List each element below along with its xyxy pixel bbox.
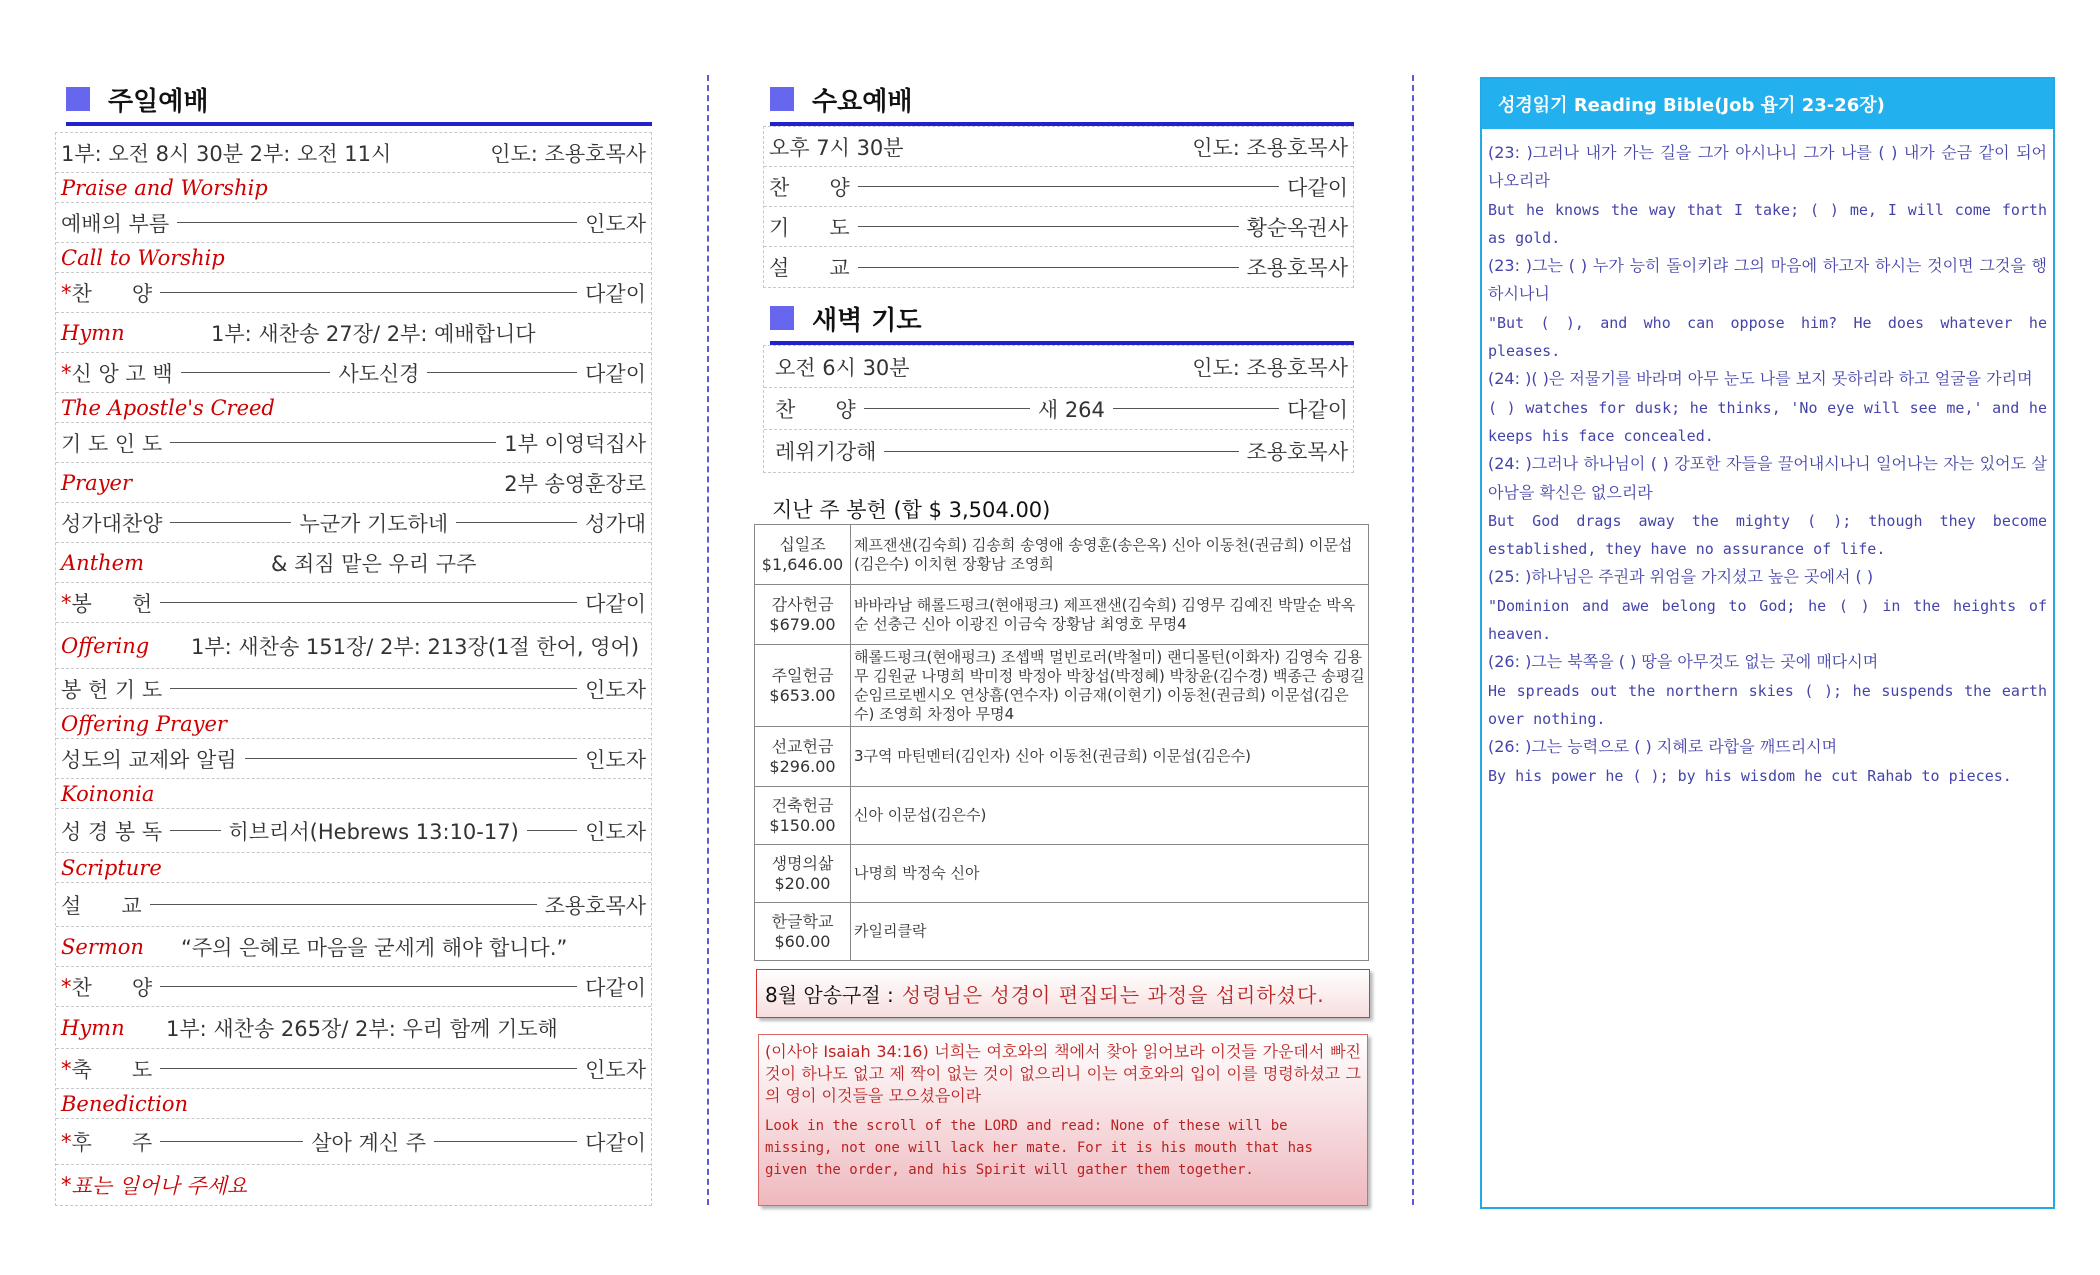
- wed-prayer-row: [764, 207, 1353, 247]
- offering-label: 봉 헌: [71, 591, 153, 616]
- prayer-en: Prayer: [61, 470, 133, 495]
- dawn-lecture-who: 조용호목사: [1246, 440, 1348, 464]
- offering-amount: $296.00: [769, 756, 836, 776]
- hymn-numbers: 1부: 새찬송 27장/ 2부: 예배합니다: [211, 321, 536, 346]
- call-row: [56, 203, 651, 243]
- table-row: [755, 845, 1369, 903]
- column-divider: [1412, 75, 1414, 1205]
- anthem-en-row: [56, 543, 651, 583]
- offering-en-row: [56, 623, 651, 669]
- bible-line-en: But God drags away the mighty ( ); though they become established, they have no assurance of life.: [1488, 511, 2047, 559]
- stand-mark: *: [61, 280, 72, 305]
- memory-verse-banner: [756, 969, 1370, 1018]
- offering-names: 나명희 박정숙 신아: [851, 845, 1369, 903]
- memory-text: 성령님은 성경이 편집되는 과정을 섭리하셨다.: [901, 983, 1325, 1007]
- prayer-who-1: 1부 이영덕집사: [504, 431, 646, 456]
- hymn2-who: 다같이: [585, 975, 646, 1000]
- prayer-row: [56, 423, 651, 463]
- bible-line-ko: (26: )그는 능력으로 ( ) 지혜로 라합을 깨뜨리시며: [1488, 737, 1838, 757]
- offering-type-label: 십일조: [779, 534, 826, 554]
- table-row: [755, 645, 1369, 727]
- bible-line-en: By his power he ( ); by his wisdom he cut Rahab to pieces.: [1488, 766, 2012, 785]
- bible-line-ko: (25: )하나님은 주권과 위엄을 가지셨고 높은 곳에서 ( ): [1488, 567, 1874, 587]
- offering-type-label: 주일헌금: [771, 665, 834, 685]
- hymn2-en: Hymn: [61, 1015, 125, 1040]
- scripture-passage: 히브리서(Hebrews 13:10-17): [228, 819, 519, 844]
- wed-sermon-row: [764, 247, 1353, 287]
- table-row: [755, 585, 1369, 645]
- benediction-label: 축 도: [71, 1057, 153, 1082]
- hymn-en-row: [56, 313, 651, 353]
- bible-line-ko: (24: )( )은 저물기를 바라며 아무 눈도 나를 보지 못하리라 하고 얼굴을 가리며: [1488, 369, 2033, 389]
- koinonia-label: 성도의 교제와 알림: [61, 747, 237, 772]
- stand-note-row: [56, 1165, 651, 1205]
- offering-type: [755, 525, 851, 585]
- postlude-who: 다같이: [585, 1130, 647, 1155]
- bible-reading-body: [1482, 129, 2053, 800]
- scripture-en: Scripture: [61, 855, 162, 880]
- scripture-row: [56, 809, 651, 853]
- sermon-en: Sermon: [61, 934, 144, 959]
- offering-type: [755, 645, 851, 727]
- hymn2-label: 찬 양: [71, 975, 153, 1000]
- wed-time-row: [764, 127, 1353, 167]
- dawn-hymn-label: 찬 양: [775, 397, 856, 422]
- offering-names: 해롤드펑크(현애펑크) 조셉백 멀빈로러(박철미) 랜디몰턴(이화자) 김영숙 김용무 김원균 나명희 박미정 박정아 박창섭(박정혜) 박창윤(김수경) 백종근 송평길 순임르로벤시오 연상흠(연수자) 이금재(이현기) 이동천(권금희) 이문섭(김은수) 조영희 차정아 무명4: [851, 645, 1369, 727]
- creed-who: 다같이: [585, 361, 646, 386]
- prayer-en-row: [56, 463, 651, 503]
- creed-row: [56, 353, 651, 393]
- stand-mark: *: [61, 360, 72, 385]
- memory-label: 8월 암송구절 :: [765, 983, 894, 1007]
- offering-en: Offering: [61, 633, 150, 658]
- prayer-label: 기 도 인 도: [61, 431, 163, 456]
- offering-type: [755, 585, 851, 645]
- hymn-who: 다같이: [585, 281, 646, 306]
- bible-reading-title: 성경읽기 Reading Bible(Job 욥기 23-26장): [1482, 79, 2053, 129]
- offering-prayer-who: 인도자: [585, 677, 646, 702]
- dawn-hymn-who: 다같이: [1287, 397, 1348, 422]
- offering-type-label: 선교헌금: [771, 736, 834, 756]
- leader: 인도: 조용호목사: [490, 141, 646, 166]
- call-label: 예배의 부름: [61, 211, 170, 236]
- creed-en-row: [56, 393, 651, 423]
- creed-label: 신 앙 고 백: [71, 361, 173, 386]
- hymn2-en-row: [56, 1007, 651, 1049]
- koinonia-who: 인도자: [585, 747, 646, 772]
- praise-row: [56, 173, 651, 203]
- wed-leader: 인도: 조용호목사: [1192, 135, 1348, 160]
- offering-amount: $1,646.00: [761, 554, 844, 574]
- offering-names: 신아 이문섭(김은수): [851, 787, 1369, 845]
- offering-amount: $653.00: [769, 685, 836, 705]
- offering-amount: $20.00: [774, 873, 831, 893]
- dawn-time-row: [764, 346, 1353, 388]
- wed-hymn-row: [764, 167, 1353, 207]
- hymn-label: 찬 양: [71, 281, 153, 306]
- service-time: 1부: 오전 8시 30분 2부: 오전 11시: [61, 141, 392, 166]
- anthem-label: 성가대찬양: [61, 511, 163, 536]
- anthem-song-2: & 죄짐 맡은 우리 구주: [271, 551, 477, 576]
- postlude-song: 살아 계신 주: [311, 1130, 427, 1155]
- offering-names: 카일리클락: [851, 903, 1369, 961]
- heading-square-icon: [66, 87, 90, 111]
- wednesday-order: [763, 126, 1354, 288]
- sermon-who: 조용호목사: [544, 893, 646, 918]
- dawn-time: 오전 6시 30분: [775, 355, 910, 380]
- scripture-label: 성 경 봉 독: [61, 819, 163, 844]
- anthem-en: Anthem: [61, 550, 144, 575]
- creed-mid: 사도신경: [338, 361, 420, 386]
- bible-line-en: ( ) watches for dusk; he thinks, 'No eye will see me,' and he keeps his face concealed.: [1488, 398, 2047, 445]
- offering-type: [755, 845, 851, 903]
- dawn-title: 새벽 기도: [812, 305, 922, 336]
- stand-mark: *: [61, 974, 72, 999]
- dawn-hymn-row: [764, 388, 1353, 430]
- stand-note: 표는 일어나 주세요: [71, 1174, 248, 1198]
- offering-row: [56, 583, 651, 623]
- dawn-order: [763, 345, 1354, 473]
- stand-mark: *: [61, 1173, 72, 1197]
- bible-line-en: "But ( ), and who can oppose him? He does whatever he pleases.: [1488, 313, 2047, 361]
- stand-mark: *: [61, 1129, 72, 1154]
- table-row: [755, 787, 1369, 845]
- benediction-en: Benediction: [61, 1091, 189, 1116]
- dawn-lecture-row: [764, 430, 1353, 472]
- offering-type: [755, 727, 851, 787]
- postlude-label: 후 주: [71, 1130, 153, 1155]
- offering-prayer-en: Offering Prayer: [61, 711, 227, 736]
- call-who: 인도자: [585, 211, 646, 236]
- hymn-row: [56, 273, 651, 313]
- offering-amount: $150.00: [769, 815, 836, 835]
- dawn-hymn-number: 새 264: [1037, 397, 1105, 422]
- bible-line-ko: (23: )그는 ( ) 누가 능히 돌이키랴 그의 마음에 하고자 하시는 것이면 그것을 행하시나니: [1488, 256, 2047, 304]
- hymn2-row: [56, 967, 651, 1007]
- table-row: [755, 903, 1369, 961]
- offering-prayer-en-row: [56, 709, 651, 739]
- dawn-lecture-label: 레위기강해: [775, 440, 877, 464]
- offering-prayer-row: [56, 669, 651, 709]
- koinonia-en-row: [56, 779, 651, 809]
- hymn2-numbers: 1부: 새찬송 265장/ 2부: 우리 함께 기도해: [166, 1016, 558, 1041]
- call-en-row: [56, 243, 651, 273]
- call-en: Call to Worship: [61, 245, 225, 270]
- stand-mark: *: [61, 590, 72, 615]
- offering-names: 제프잰샌(김숙희) 김송희 송영애 송영훈(송은옥) 신아 이동천(권금희) 이문섭(김은수) 이치현 장황남 조영희: [851, 525, 1369, 585]
- wed-sermon-who: 조용호목사: [1246, 256, 1348, 280]
- stand-mark: *: [61, 1056, 72, 1081]
- offering-who: 다같이: [585, 591, 646, 616]
- heading-square-icon: [770, 306, 794, 330]
- heading-square-icon: [770, 87, 794, 111]
- dawn-heading: [770, 299, 1354, 345]
- hymn-en: Hymn: [61, 320, 125, 345]
- offering-type-label: 감사헌금: [771, 594, 834, 614]
- column-divider: [707, 75, 709, 1205]
- offering-hymn: 1부: 새찬송 151장/ 2부: 213장(1절 한어, 영어): [191, 634, 640, 659]
- offering-type: [755, 903, 851, 961]
- bible-line-en: But he knows the way that I take; ( ) me, I will come forth as gold.: [1488, 200, 2047, 247]
- bible-reading-panel: [1480, 77, 2055, 1209]
- bible-line-ko: (23: )그러나 내가 가는 길을 그가 아시나니 그가 나를 ( ) 내가 순금 같이 되어 나오리라: [1488, 143, 2047, 191]
- bible-line-en: "Dominion and awe belong to God; he ( ) in the heights of heaven.: [1488, 596, 2047, 644]
- koinonia-en: Koinonia: [61, 781, 155, 806]
- offering-names: 바바라남 해롤드펑크(현애펑크) 제프잰샌(김숙희) 김영무 김예진 박말순 박옥순 선충근 신아 이광진 이금숙 장황남 최영호 무명4: [851, 585, 1369, 645]
- wed-hymn-label: 찬 양: [769, 175, 850, 200]
- sunday-time-row: [56, 133, 651, 173]
- wed-hymn-who: 다같이: [1287, 175, 1348, 200]
- creed-en: The Apostle's Creed: [61, 395, 275, 420]
- wed-time: 오후 7시 30분: [769, 135, 904, 160]
- postlude-row: [56, 1119, 651, 1165]
- offering-amount: $60.00: [774, 931, 831, 951]
- benediction-who: 인도자: [585, 1057, 646, 1082]
- verse-english: Look in the scroll of the LORD and read: None of these will be missing, not one will lack her mate. For it is his mouth that has given the order, and his Spirit will gather them together.: [765, 1118, 1313, 1178]
- bible-line-ko: (26: )그는 북쪽을 ( ) 땅을 아무것도 없는 곳에 매다시며: [1488, 652, 1879, 672]
- table-row: [755, 525, 1369, 585]
- sermon-label: 설 교: [61, 893, 142, 918]
- sermon-title: “주의 은혜로 마음을 굳세게 해야 합니다.”: [181, 935, 568, 960]
- anthem-song: 누군가 기도하네: [299, 511, 449, 536]
- bible-line-en: He spreads out the northern skies ( ); he suspends the earth over nothing.: [1488, 681, 2047, 728]
- koinonia-row: [56, 739, 651, 779]
- offering-names: 3구역 마틴멘터(김인자) 신아 이동천(권금희) 이문섭(김은수): [851, 727, 1369, 787]
- offering-amount: $679.00: [769, 614, 836, 634]
- praise-label: Praise and Worship: [61, 175, 268, 200]
- offering-prayer-label: 봉 헌 기 도: [61, 677, 163, 702]
- sunday-heading: [66, 80, 652, 126]
- wednesday-heading: [770, 80, 1354, 126]
- offering-type: [755, 787, 851, 845]
- scripture-who: 인도자: [585, 819, 646, 844]
- benediction-en-row: [56, 1089, 651, 1119]
- offering-type-label: 한글학교: [771, 911, 834, 931]
- offering-type-label: 건축헌금: [771, 795, 834, 815]
- wednesday-title: 수요예배: [812, 86, 913, 117]
- sermon-row: [56, 883, 651, 927]
- benediction-row: [56, 1049, 651, 1089]
- dawn-leader: 인도: 조용호목사: [1192, 355, 1348, 380]
- wed-prayer-who: 황순옥권사: [1246, 215, 1348, 240]
- wed-sermon-label: 설 교: [769, 256, 850, 280]
- offering-table: [754, 524, 1369, 961]
- memory-verse-box: [758, 1034, 1368, 1206]
- wed-prayer-label: 기 도: [769, 215, 850, 240]
- offering-title: 지난 주 봉헌 (합 $ 3,504.00): [772, 498, 1051, 522]
- anthem-row: [56, 503, 651, 543]
- verse-korean: (이사야 Isaiah 34:16) 너희는 여호와의 책에서 찾아 읽어보라 이것들 가운데서 빠진 것이 하나도 없고 제 짝이 없는 것이 없으리니 이는 여호와의 입이 이를 명령하셨고 그의 영이 이것들을 모으셨음이라: [765, 1042, 1361, 1105]
- offering-type-label: 생명의삶: [771, 853, 834, 873]
- sunday-order: [55, 132, 652, 1206]
- anthem-who: 성가대: [585, 511, 647, 536]
- scripture-en-row: [56, 853, 651, 883]
- table-row: [755, 727, 1369, 787]
- sermon-en-row: [56, 927, 651, 967]
- prayer-who-2: 2부 송영훈장로: [504, 471, 646, 496]
- sunday-title: 주일예배: [108, 86, 209, 117]
- bible-line-ko: (24: )그러나 하나님이 ( ) 강포한 자들을 끌어내시나니 일어나는 자는 있어도 살아남을 확신은 없으리라: [1488, 454, 2047, 502]
